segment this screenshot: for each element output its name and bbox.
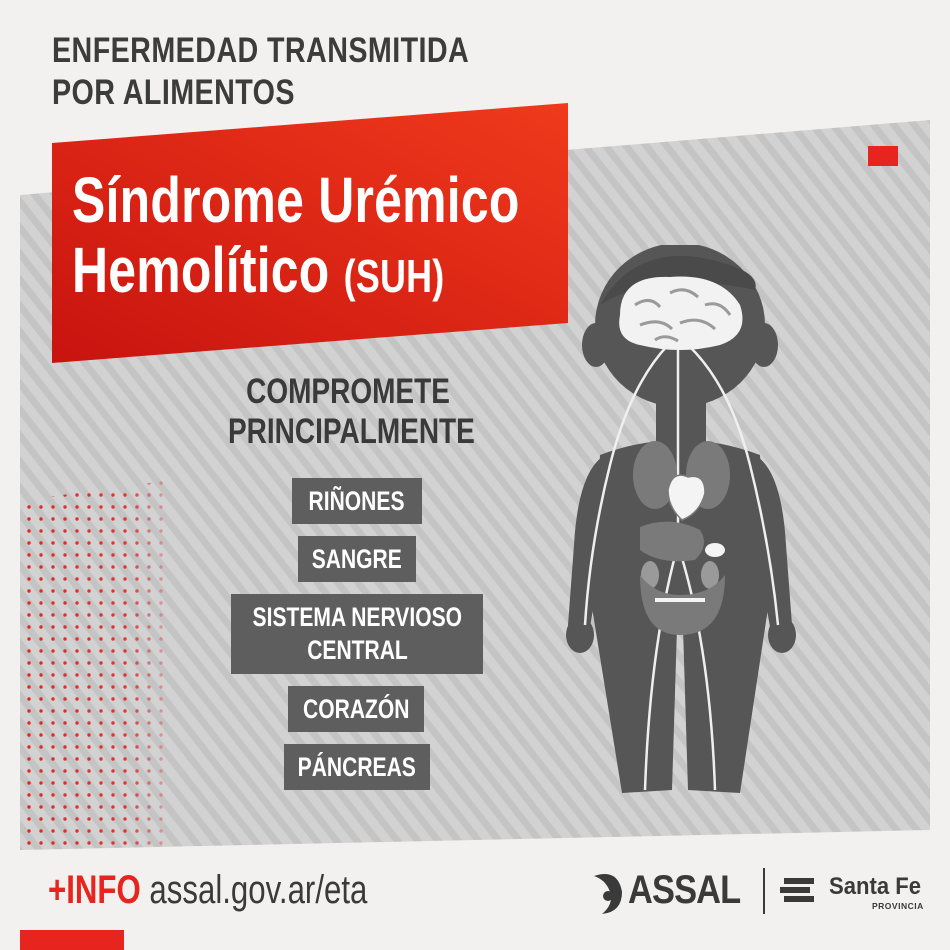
organ-badge-blood: SANGRE: [298, 536, 416, 582]
organ-badge-nervous-system: SISTEMA NERVIOSO CENTRAL: [231, 594, 483, 674]
santa-fe-logo-text: Santa Fe: [829, 873, 922, 900]
affects-heading: [228, 372, 475, 452]
santa-fe-logo-icon: [780, 878, 814, 902]
page-title: [72, 165, 520, 311]
organ-badge-kidneys: RIÑONES: [292, 478, 422, 524]
dot-pattern: [26, 480, 176, 850]
info-url-link[interactable]: assal.gov.ar/eta: [149, 868, 368, 912]
assal-logo-icon: [594, 874, 622, 914]
affects-heading-line-1: COMPROMETE: [246, 372, 450, 411]
title-line-2: Hemolítico: [72, 234, 330, 306]
title-abbreviation: (SUH): [343, 250, 445, 302]
header-subtitle: [52, 30, 469, 114]
provincia-logo-text: PROVINCIA: [872, 901, 924, 911]
header-line-1: ENFERMEDAD TRANSMITIDA: [52, 31, 470, 70]
organ-badge-heart: CORAZÓN: [288, 686, 424, 732]
info-label: +INFO: [48, 868, 141, 912]
assal-logo-text: ASSAL: [628, 868, 741, 912]
footer-info: [48, 868, 367, 913]
human-body-icon: [560, 245, 810, 805]
organ-badge-pancreas: PÁNCREAS: [284, 744, 430, 790]
title-line-1: Síndrome Urémico: [72, 164, 520, 236]
header-line-2: POR ALIMENTOS: [52, 73, 295, 112]
affects-heading-line-2: PRINCIPALMENTE: [228, 412, 475, 451]
